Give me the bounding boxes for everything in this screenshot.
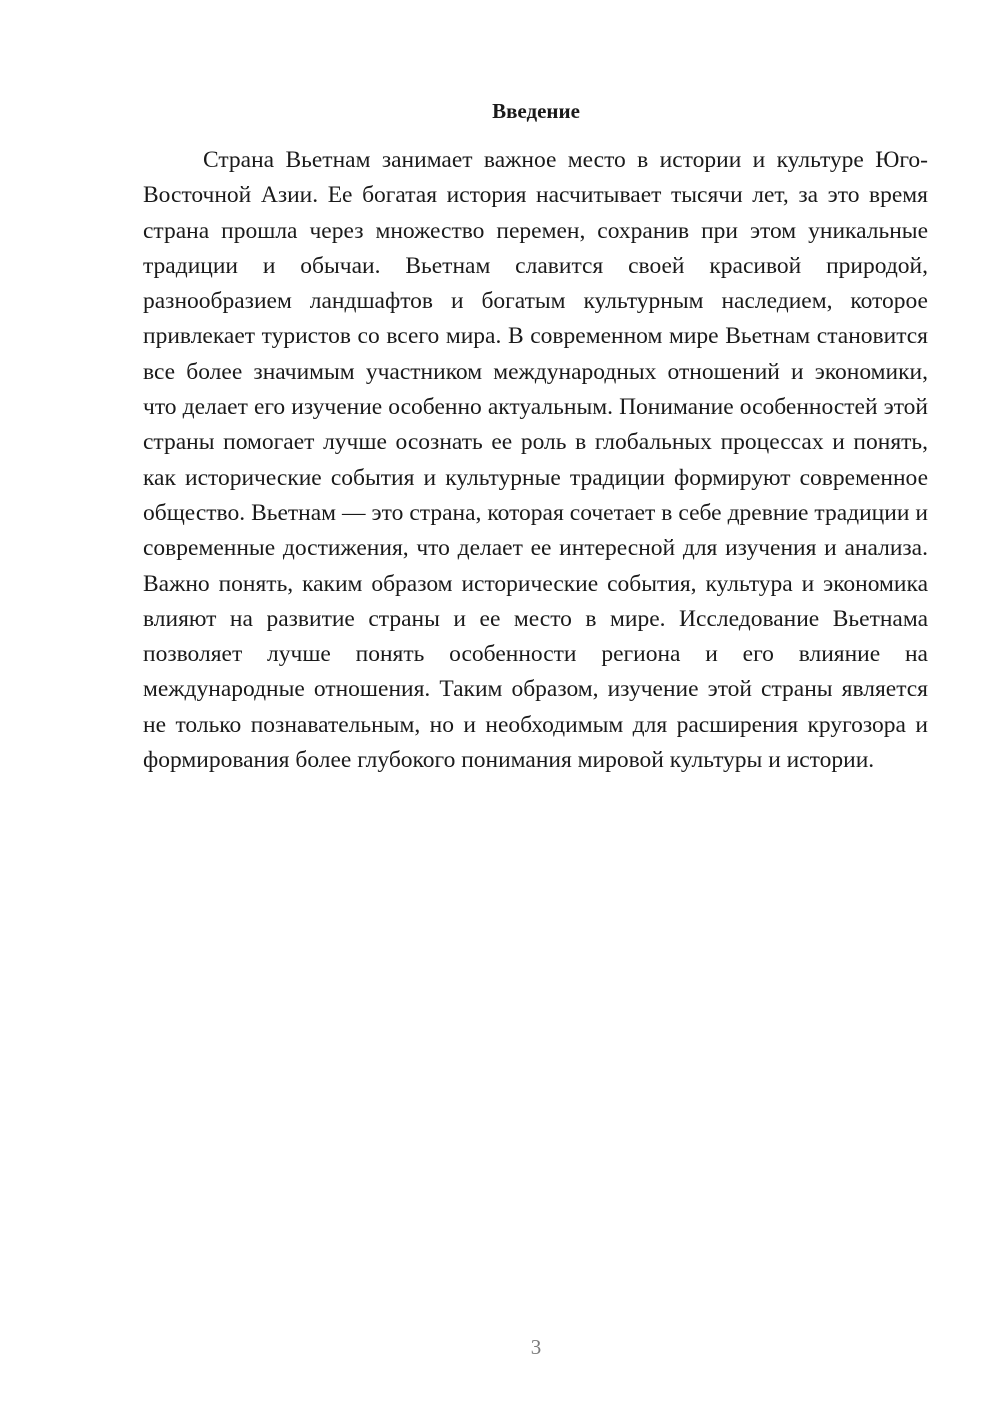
section-heading: Введение bbox=[492, 99, 580, 123]
body-paragraph: Страна Вьетнам занимает важное место в истории и культуре Юго-Восточной Азии. Ее богатая история насчитывает тысячи лет, за это время страна прошла через множество перемен, сохранив при этом уникальные традиции и обычаи. Вьетнам славится своей красивой природой, разнообразием ландшафтов и богатым культурным наследием, которое привлекает туристов со всего мира. В современном мире Вьетнам становится все более значимым участником международных отношений и экономики, что делает его изучение особенно актуальным. Понимание особенностей этой страны помогает лучше осознать ее роль в глобальных процессах и понять, как исторические события и культурные традиции формируют современное общество. Вьетнам — это страна, которая сочетает в себе древние традиции и современные достижения, что делает ее интересной для изучения и анализа. Важно понять, каким образом исторические события, культура и экономика влияют на развитие страны и ее место в мире. Исследование Вьетнама позволяет лучше понять особенности региона и его влияние на международные отношения. Таким образом, изучение этой страны является не только познавательным, но и необходимым для расширения кругозора и формирования более глубокого понимания мировой культуры и истории. bbox=[143, 147, 928, 774]
page-number: 3 bbox=[530, 1335, 542, 1359]
